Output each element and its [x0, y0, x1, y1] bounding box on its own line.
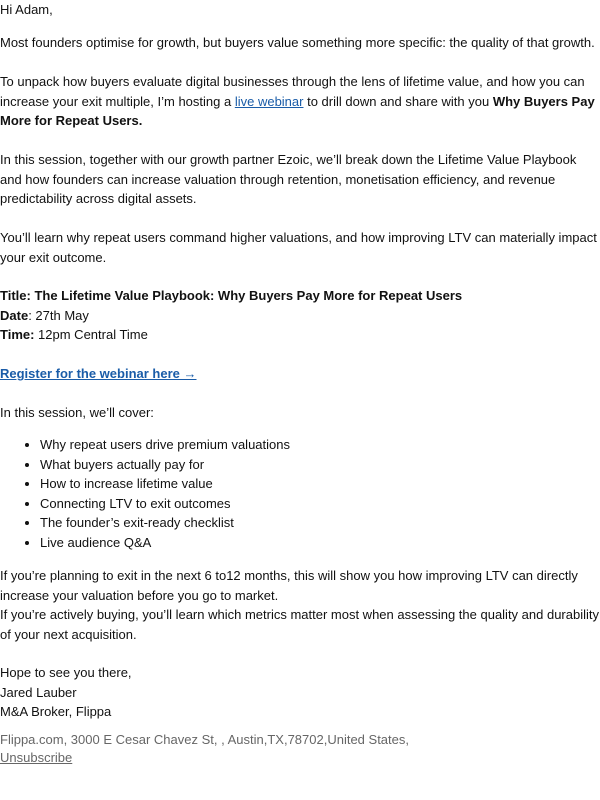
sender-name: Jared Lauber [0, 684, 77, 700]
event-time-line [0, 325, 600, 345]
event-date-line [0, 306, 600, 326]
greeting: Hi Adam, [0, 2, 53, 17]
topics-list [0, 435, 600, 552]
email-footer [0, 731, 600, 766]
list-item: • The founder’s exit-ready checklist [40, 513, 600, 533]
unsubscribe-link[interactable]: Unsubscribe [0, 749, 73, 765]
sender-role: M&A Broker, Flippa [0, 704, 112, 719]
event-date-value: : 27th May [28, 307, 89, 323]
event-details [0, 286, 600, 345]
event-title-value: The Lifetime Value Playbook: Why Buyers Pay More for Repeat Users [30, 288, 463, 303]
register-cta [0, 364, 600, 384]
webinar-paragraph [0, 72, 600, 131]
list-item: • Why repeat users drive premium valuations [40, 435, 600, 455]
event-time-label: Time: [0, 327, 35, 342]
closing-buyers: If you’re actively buying, you’ll learn which metrics matter most when assessing the quality and durability of your next acquisition. [0, 607, 599, 642]
list-item: • Connecting LTV to exit outcomes [40, 494, 600, 514]
signoff-line: Hope to see you there, [0, 665, 132, 680]
event-date-label: Date [0, 307, 29, 323]
webinar-paragraph-middle: to drill down and share with you [303, 93, 493, 109]
list-item: • What buyers actually pay for [40, 455, 600, 475]
list-item: • How to increase lifetime value [40, 474, 600, 494]
event-time-value: 12pm Central Time [34, 327, 148, 342]
register-webinar-link[interactable]: Register for the webinar here → [0, 366, 197, 381]
webinar-paragraph-text: To unpack how buyers evaluate digital businesses through the lens of lifetime value, and how you can increase your exit multiple, I’m hosting a [0, 74, 585, 109]
list-item: • Live audience Q&A [40, 533, 600, 553]
live-webinar-link[interactable]: live webinar [234, 93, 304, 109]
signature [0, 663, 600, 722]
event-title-label: Title: [0, 288, 31, 303]
closing-sellers: If you’re planning to exit in the next 6 to12 months, this will show you how improving LTV can directly increase your valuation before you go to market. [0, 568, 578, 603]
webinar-topic-title: Why Buyers Pay More for Repeat Users. [0, 93, 595, 128]
cover-intro: In this session, we’ll cover: [0, 405, 154, 420]
session-paragraph: In this session, together with our growth partner Ezoic, we’ll break down the Lifetime Value Playbook and how founders can increase valuation through retention, monetisation efficiency, and revenue predictability across digital assets. [0, 152, 577, 206]
footer-address: Flippa.com, 3000 E Cesar Chavez St, , Austin,TX,78702,United States, [0, 732, 409, 747]
intro-paragraph: Most founders optimise for growth, but buyers value something more specific: the quality of that growth. [0, 35, 595, 50]
closing-paragraph [0, 566, 600, 644]
learn-paragraph: You’ll learn why repeat users command higher valuations, and how improving LTV can materially impact your exit outcome. [0, 230, 597, 265]
event-title-line [0, 286, 600, 306]
